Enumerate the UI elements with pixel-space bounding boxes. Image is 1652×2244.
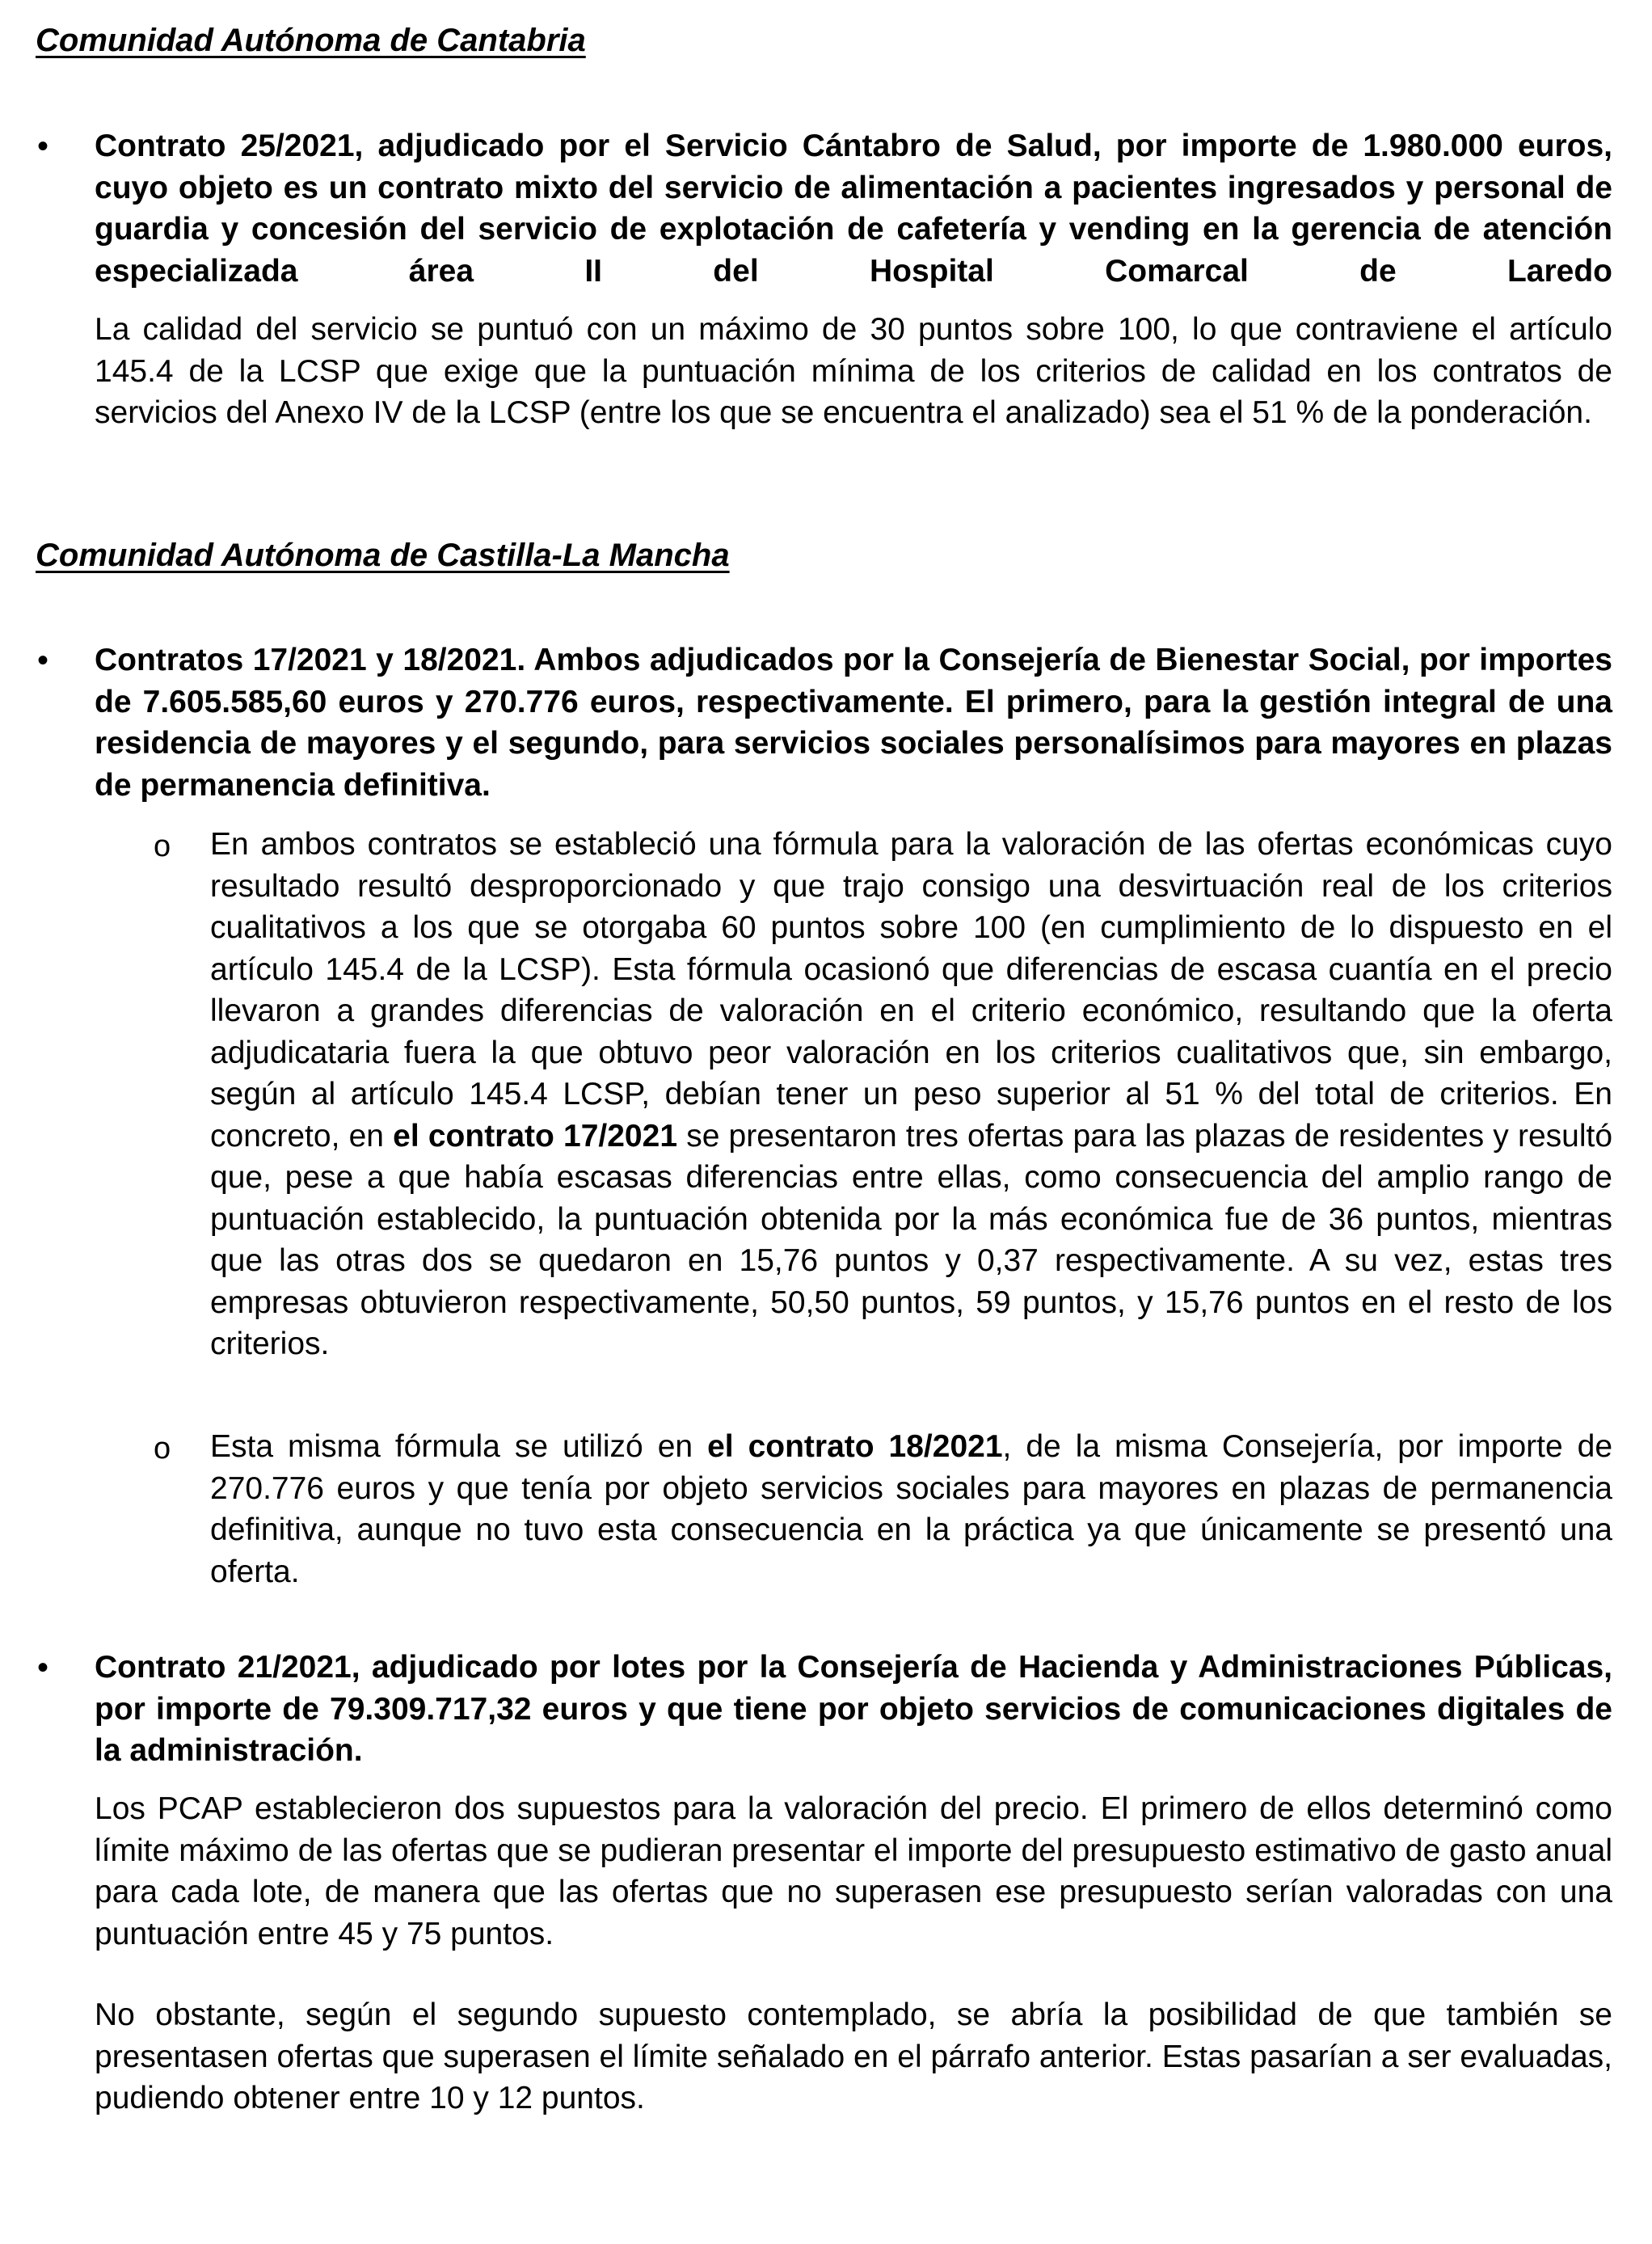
contract-21-2021-paragraph-2: No obstante, según el segundo supuesto contemplado, se abría la posibilidad de que también se presentasen ofertas que superasen el límite señalado en el párrafo anterior. Estas pasarían a ser evaluadas, pudiendo obtener entre 10 y 12 puntos.: [95, 1997, 1612, 2115]
section-heading-cantabria: Comunidad Autónoma de Cantabria: [36, 23, 586, 58]
section-heading-castilla-la-mancha: Comunidad Autónoma de Castilla-La Mancha: [36, 538, 730, 573]
contract-21-2021-title: Contrato 21/2021, adjudicado por lotes por la Consejería de Hacienda y Administraciones Públicas, por importe de 79.309.717,32 euros y que tiene por objeto servicios de comunicaciones digitales de la administración.: [95, 1650, 1612, 1768]
contract-17-2021-subitem: [210, 824, 1612, 1365]
contract-18-2021-subitem: [210, 1426, 1612, 1592]
subitem-bold-contract: el contrato 18/2021: [707, 1429, 1003, 1464]
subitem-text-before: En ambos contratos se estableció una fórmula para la valoración de las ofertas económicas cuyo resultado resultó desproporcionado y que trajo consigo una desvirtuación real de los criterios cualitativos a los que se otorgaba 60 puntos sobre 100 (en cumplimiento de lo dispuesto en el artículo 145.4 de la LCSP). Esta fórmula ocasionó que diferencias de escasa cuantía en el precio llevaron a grandes diferencias de valoración en el criterio económico, resultando que la oferta adjudicataria fuera la que obtuvo peor valoración en los criterios cualitativos que, sin embargo, según al artículo 145.4 LCSP, debían tener un peso superior al 51 % del total de criterios. En concreto, en: [210, 827, 1612, 1154]
contract-21-2021-paragraph-1: Los PCAP establecieron dos supuestos para la valoración del precio. El primero de ellos determinó como límite máximo de las ofertas que se pudieran presentar el importe del presupuesto estimativo de gasto anual para cada lote, de manera que las ofertas que no superasen ese presupuesto serían valoradas con una puntuación entre 45 y 75 puntos.: [95, 1791, 1612, 1951]
bullet-icon: •: [37, 129, 49, 164]
subitem-bold-contract: el contrato 17/2021: [393, 1118, 678, 1154]
sub-bullet-icon: o: [154, 1432, 171, 1466]
bullet-icon: •: [37, 643, 49, 678]
contracts-17-18-2021-title: Contratos 17/2021 y 18/2021. Ambos adjudicados por la Consejería de Bienestar Social, por importes de 7.605.585,60 euros y 270.776 euros, respectivamente. El primero, para la gestión integral de una residencia de mayores y el segundo, para servicios sociales personalísimos para mayores en plazas de permanencia definitiva.: [95, 643, 1612, 803]
subitem-text-after: se presentaron tres ofertas para las plazas de residentes y resultó que, pese a que había escasas diferencias entre ellas, como consecuencia del amplio rango de puntuación establecido, la puntuación obtenida por la más económica fue de 36 puntos, mientras que las otras dos se quedaron en 15,76 puntos y 0,37 respectivamente. A su vez, estas tres empresas obtuvieron respectivamente, 50,50 puntos, 59 puntos, y 15,76 puntos en el resto de los criterios.: [210, 1118, 1613, 1361]
subitem-text-after: , de la misma Consejería, por importe de 270.776 euros y que tenía por objeto servicios sociales para mayores en plazas de permanencia definitiva, aunque no tuvo esta consecuencia en la práctica ya que únicamente se presentó una oferta.: [210, 1429, 1613, 1589]
contract-25-2021-paragraph: La calidad del servicio se puntuó con un máximo de 30 puntos sobre 100, lo que contraviene el artículo 145.4 de la LCSP que exige que la puntuación mínima de los criterios de calidad en los contratos de servicios del Anexo IV de la LCSP (entre los que se encuentra el analizado) sea el 51 % de la ponderación.: [95, 312, 1612, 430]
bullet-icon: •: [37, 1650, 49, 1685]
subitem-text-before: Esta misma fórmula se utilizó en: [210, 1429, 708, 1464]
contract-25-2021-title: Contrato 25/2021, adjudicado por el Servicio Cántabro de Salud, por importe de 1.980.000 euros, cuyo objeto es un contrato mixto del servicio de alimentación a pacientes ingresados y personal de guardia y concesión del servicio de explotación de cafetería y vending en la gerencia de atención especializada área II del Hospital Comarcal de Laredo: [95, 129, 1612, 289]
sub-bullet-icon: o: [154, 829, 171, 863]
